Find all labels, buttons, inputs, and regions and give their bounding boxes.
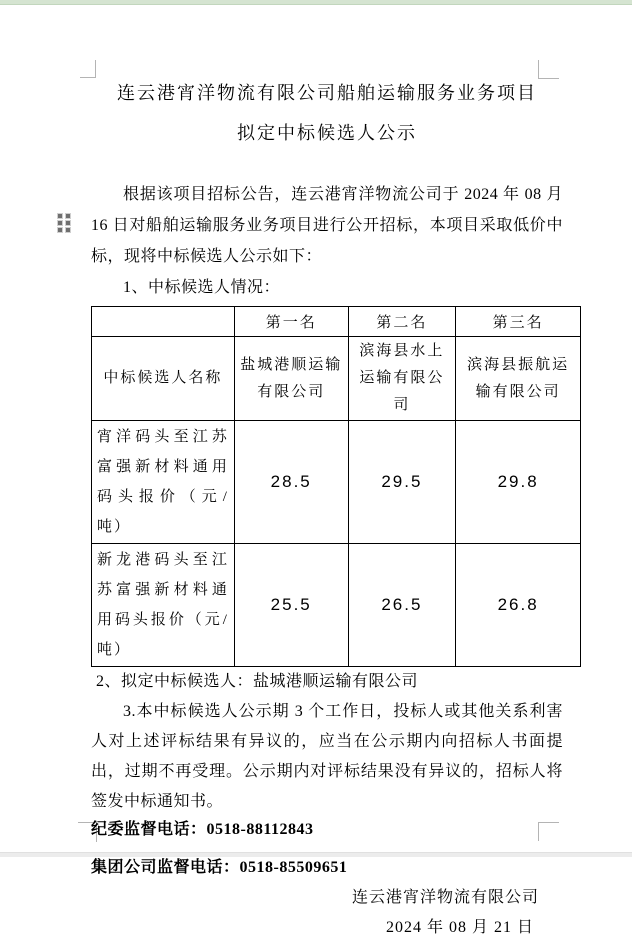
page-title-line1: 连云港宵洋物流有限公司船舶运输服务业务项目: [117, 83, 537, 103]
row-label-xiaoyang-route: 宵洋码头至江苏富强新材料通用码头报价（元/吨）: [92, 421, 235, 544]
candidate-name-cell-2: 滨海县水上运输有限公司: [348, 337, 456, 421]
page-title-line2: 拟定中标候选人公示: [237, 123, 417, 143]
price-cell-xinlonggang-2: 26.5: [348, 544, 456, 667]
header-cell-first-place: 第一名: [234, 307, 348, 337]
table-header-row: [92, 307, 581, 337]
candidate-names-row: [92, 337, 581, 421]
group-supervision-phone: 集团公司监督电话：0518-85509651: [91, 859, 348, 876]
signature-date: 2024 年 08 月 21 日: [385, 919, 534, 936]
item3-objection-paragraph: 3.本中标候选人公示期 3 个工作日，投标人或其他关系利害人对上述评标结果有异议的，应当在公示期内向招标人书面提出，过期不再受理。公示期内对评标结果没有异议的，招标人将签发中标通知书。: [91, 703, 563, 810]
candidate-name-cell-3: 滨海县振航运输有限公司: [456, 337, 581, 421]
document-content: [91, 0, 570, 943]
price-row-xinlonggang: [92, 544, 581, 667]
price-cell-xiaoyang-2: 29.5: [348, 421, 456, 544]
header-cell-second-place: 第二名: [348, 307, 456, 337]
header-cell-third-place: 第三名: [456, 307, 581, 337]
row-label-candidate-names: 中标候选人名称: [92, 337, 235, 421]
page-title: [91, 73, 563, 153]
row-label-xinlonggang-route: 新龙港码头至江苏富强新材料通用码头报价（元/吨）: [92, 544, 235, 667]
price-cell-xinlonggang-1: 25.5: [234, 544, 348, 667]
price-cell-xiaoyang-1: 28.5: [234, 421, 348, 544]
header-cell-empty: [92, 307, 235, 337]
candidate-name-cell-1: 盐城港顺运输有限公司: [234, 337, 348, 421]
intro-paragraph: 根据该项目招标公告，连云港宵洋物流公司于 2024 年 08 月 16 日对船舶运输服务业务项目进行公开招标，本项目采取低价中标，现将中标候选人公示如下：: [91, 186, 563, 265]
price-cell-xiaoyang-3: 29.8: [456, 421, 581, 544]
signature-company: 连云港宵洋物流有限公司: [351, 889, 539, 906]
discipline-supervision-phone: 纪委监督电话：0518-88112843: [91, 821, 314, 838]
item1-heading: 1、中标候选人情况：: [123, 279, 281, 296]
bid-candidates-table: [91, 306, 581, 667]
price-row-xiaoyang: [92, 421, 581, 544]
item2-proposed-winner: 2、拟定中标候选人：盐城港顺运输有限公司: [96, 673, 419, 690]
price-cell-xinlonggang-3: 26.8: [456, 544, 581, 667]
drag-handle-icon[interactable]: [58, 214, 70, 232]
